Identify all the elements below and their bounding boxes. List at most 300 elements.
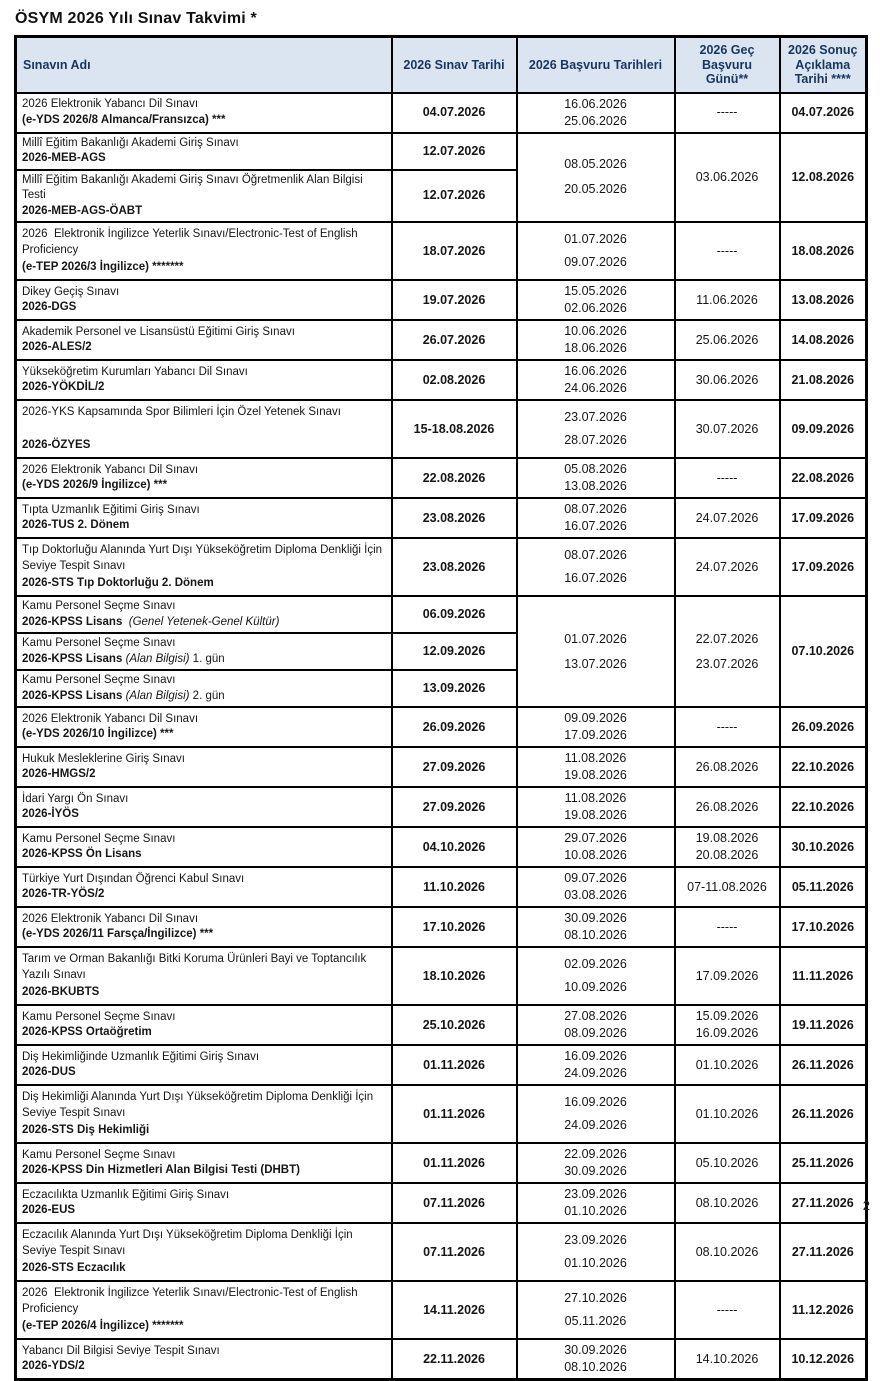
application-dates-cell-line: 16.06.2026 [564,364,627,378]
exam-name-cell [16,1045,392,1085]
application-dates-cell-line: 22.09.2026 [564,1147,627,1161]
exam-date-cell [392,633,517,670]
exam-name-line [22,576,386,592]
application-dates-cell-line: 11.08.2026 [564,751,627,765]
application-dates-cell-line: 27.08.2026 [564,1009,627,1023]
exam-name-cell [16,596,392,633]
late-application-cell-line: 20.08.2026 [695,848,759,862]
exam-name-line [22,673,386,689]
application-dates-cell-line: 09.09.2026 [564,711,627,725]
exam-name-text: Yükseköğretim Kurumları Yabancı Dil Sınavı [22,365,248,378]
late-application-cell [675,133,780,223]
exam-date-cell-line: 04.10.2026 [422,839,486,854]
exam-name-cell [16,827,392,867]
result-date-cell-line: 17.10.2026 [791,919,855,934]
late-application-cell-line: 01.10.2026 [695,1106,759,1121]
exam-date-cell [392,133,517,170]
exam-date-cell [392,907,517,947]
result-date-cell-line: 19.11.2026 [791,1017,854,1032]
result-date-cell-line: 30.10.2026 [791,839,855,854]
exam-name-line [22,478,386,494]
exam-date-cell [392,1281,517,1339]
exam-name-line [22,300,386,316]
table-row [16,1183,867,1223]
exam-name-cell [16,458,392,498]
exam-name-text: 2026-ÖZYES [22,438,91,451]
table-row [16,1339,867,1380]
exam-date-cell-line: 01.11.2026 [423,1155,485,1170]
exam-name-text: 2026-MEB-AGS [22,152,106,164]
application-dates-cell-line: 20.05.2026 [564,182,627,197]
exam-name-text: 2026 Elektronik İngilizce Yeterlik Sınavı/Electronic-Test of English Proficiency [22,228,361,256]
exam-date-cell [392,670,517,707]
table-row [16,280,867,320]
exam-name-line [22,1123,386,1139]
exam-date-cell-line: 01.11.2026 [423,1106,485,1121]
exam-name-line [22,1148,386,1164]
exam-name-text: 2026 Elektronik Yabancı Dil Sınavı [22,463,199,476]
result-date-cell [780,458,867,498]
late-application-cell-line: 30.07.2026 [695,421,759,436]
exam-name-text: (e-TEP 2026/3 İngilizce) ******* [22,260,184,273]
table-row [16,747,867,787]
application-dates-cell-line: 18.06.2026 [564,341,627,355]
late-application-cell-line: 05.10.2026 [695,1155,759,1170]
exam-date-cell [392,1223,517,1281]
exam-name-line [22,1319,386,1335]
exam-date-cell [392,1085,517,1143]
late-application-cell-line: 14.10.2026 [695,1351,759,1366]
application-dates-cell-line: 19.08.2026 [564,808,627,822]
late-application-cell [675,747,780,787]
application-dates-cell [517,867,675,907]
application-dates-cell [517,1143,675,1183]
application-dates-cell-line: 27.10.2026 [564,1291,627,1305]
result-date-cell-line: 17.09.2026 [791,510,855,525]
exam-name-line [22,365,386,381]
exam-name-text: 2026-DGS [22,301,77,313]
result-date-cell [780,1005,867,1045]
application-dates-cell [517,1045,675,1085]
exam-name-line [22,767,386,783]
application-dates-cell [517,1339,675,1380]
application-dates-cell-line: 03.08.2026 [564,888,627,902]
exam-name-line [22,463,386,479]
application-dates-cell [517,1223,675,1281]
result-date-cell [780,867,867,907]
column-header-application-dates: 2026 Başvuru Tarihleri [517,37,675,93]
table-row [16,907,867,947]
application-dates-cell [517,596,675,707]
exam-date-cell-line: 27.09.2026 [422,799,486,814]
application-dates-cell-line: 08.10.2026 [564,1360,627,1374]
result-date-cell-line: 22.10.2026 [791,799,855,814]
exam-date-cell [392,320,517,360]
exam-name-cell [16,1005,392,1045]
exam-name-text: Millî Eğitim Bakanlığı Akademi Giriş Sınavı [22,136,239,149]
late-application-cell-line: 24.07.2026 [695,559,759,574]
exam-date-cell [392,360,517,400]
late-application-cell [675,827,780,867]
exam-date-cell-line: 07.11.2026 [423,1244,485,1259]
application-dates-cell-line: 11.08.2026 [564,791,627,805]
application-dates-cell [517,360,675,400]
exam-name-line [22,927,386,943]
exam-date-cell-line: 19.07.2026 [422,292,486,307]
exam-date-cell [392,1045,517,1085]
exam-name-text: 2026-EUS [22,1204,76,1216]
exam-name-text: Kamu Personel Seçme Sınavı [22,600,176,612]
application-dates-cell-line: 16.06.2026 [564,96,627,111]
exam-name-line [22,807,386,823]
exam-date-cell [392,596,517,633]
table-row [16,596,867,633]
exam-name-text: (e-YDS 2026/8 Almanca/Fransızca) *** [22,113,226,126]
application-dates-cell [517,947,675,1005]
exam-name-text: 2026 Elektronik Yabancı Dil Sınavı [22,912,199,925]
exam-name-text: Kamu Personel Seçme Sınavı [22,832,176,845]
late-application-cell [675,400,780,458]
exam-name-cell [16,222,392,280]
exam-name-line [22,518,386,534]
exam-name-cell [16,1223,392,1281]
exam-name-text: 2026-TUS 2. Dönem [22,519,130,531]
application-dates-cell-line: 09.07.2026 [564,255,627,269]
result-date-cell-line: 26.11.2026 [791,1106,854,1121]
result-date-cell [780,538,867,596]
result-date-cell-line: 10.12.2026 [791,1351,855,1366]
exam-date-cell-line: 26.09.2026 [422,719,486,734]
exam-name-text: 2. gün [189,689,225,702]
result-date-cell [780,707,867,747]
table-row [16,222,867,280]
exam-name-line [22,1065,386,1081]
exam-name-text: 2026 Elektronik İngilizce Yeterlik Sınavı/Electronic-Test of English Proficiency [22,1287,361,1315]
late-application-cell-line: ----- [716,919,738,934]
exam-date-cell [392,787,517,827]
result-date-cell [780,787,867,827]
application-dates-cell-line: 17.09.2026 [564,728,627,742]
result-date-cell [780,596,867,707]
exam-date-cell-line: 23.08.2026 [422,510,486,525]
result-date-cell-line: 05.11.2026 [791,879,854,894]
exam-name-text: Dikey Geçiş Sınavı [22,285,120,298]
application-dates-cell [517,93,675,133]
late-application-cell-line: 07-11.08.2026 [687,879,767,894]
late-application-cell-line: ----- [716,243,738,258]
late-application-cell [675,1143,780,1183]
late-application-cell [675,947,780,1005]
application-dates-cell [517,538,675,596]
header-row [16,37,867,93]
exam-name-line [22,97,386,113]
late-application-cell-line: 25.06.2026 [695,332,759,347]
exam-name-cell [16,1339,392,1380]
late-application-cell [675,1085,780,1143]
application-dates-cell-line: 10.06.2026 [564,324,627,338]
exam-name-cell [16,170,392,223]
application-dates-cell-line: 08.07.2026 [564,548,627,562]
exam-name-text: (Alan Bilgisi) [125,689,190,702]
table-row [16,1005,867,1045]
exam-name-line [22,227,386,258]
exam-name-text: Tarım ve Orman Bakanlığı Bitki Koruma Ürünleri Bayi ve Toptancılık Yazılı Sınavı [22,953,370,981]
exam-name-line [22,151,386,167]
exam-name-text: Diş Hekimliği Alanında Yurt Dışı Yükseköğretim Diploma Denkliği İçin Seviye Tespit Sınavı [22,1091,377,1119]
late-application-cell [675,1281,780,1339]
result-date-cell [780,400,867,458]
exam-name-text: 2026-MEB-AGS-ÖABT [22,204,143,217]
application-dates-cell-line: 08.05.2026 [564,157,627,172]
exam-name-text: İdari Yargı Ön Sınavı [22,792,129,805]
exam-date-cell [392,498,517,538]
exam-name-line [22,260,386,276]
exam-name-cell [16,498,392,538]
application-dates-cell-line: 02.06.2026 [564,301,627,315]
exam-date-cell [392,400,517,458]
late-application-cell [675,1045,780,1085]
result-date-cell [780,1183,867,1223]
exam-date-cell-line: 02.08.2026 [422,372,486,387]
late-application-cell-line: 30.06.2026 [695,372,759,387]
exam-name-line [22,204,386,220]
result-date-cell [780,360,867,400]
exam-name-text: 2026-HMGS/2 [22,768,96,780]
exam-date-cell-line: 18.07.2026 [422,243,486,258]
late-application-cell-line: ----- [716,470,738,485]
exam-name-line [22,1203,386,1219]
exam-name-text: 2026-YÖKDİL/2 [22,381,105,393]
exam-name-line [22,340,386,356]
exam-name-line [22,615,386,631]
late-application-cell-line: 03.06.2026 [695,169,759,184]
exam-date-cell-line: 12.07.2026 [422,143,486,158]
application-dates-cell [517,1183,675,1223]
result-date-cell [780,1143,867,1183]
exam-name-cell [16,947,392,1005]
result-date-cell-line: 22.10.2026 [791,759,855,774]
application-dates-cell-line: 16.09.2026 [564,1049,627,1063]
table-header-row [16,37,867,93]
late-application-cell [675,498,780,538]
result-date-cell [780,947,867,1005]
application-dates-cell-line: 30.09.2026 [564,1164,627,1178]
exam-name-line [22,173,386,204]
result-date-cell-line: 13.08.2026 [791,292,855,307]
exam-name-text: Kamu Personel Seçme Sınavı [22,1010,176,1023]
exam-name-cell [16,747,392,787]
exam-name-text: 2026-TR-YÖS/2 [22,888,105,900]
application-dates-cell-line: 08.09.2026 [564,1026,627,1040]
exam-name-line [22,503,386,519]
exam-name-line [22,405,386,421]
exam-name-text: 2026-KPSS Lisans [22,689,126,702]
application-dates-cell-line: 16.07.2026 [564,571,627,585]
exam-date-cell-line: 12.09.2026 [422,644,486,658]
late-application-cell [675,1005,780,1045]
exam-name-line [22,1025,386,1041]
exam-date-cell [392,1143,517,1183]
result-date-cell-line: 18.08.2026 [791,243,855,258]
application-dates-cell-line: 23.09.2026 [564,1187,627,1201]
exam-name-line [22,689,386,705]
exam-name-text: (e-TEP 2026/4 İngilizce) ******* [22,1319,184,1332]
late-application-cell-line: 08.10.2026 [695,1195,759,1210]
application-dates-cell-line: 30.09.2026 [564,1343,627,1357]
exam-name-line [22,1359,386,1375]
result-date-cell [780,907,867,947]
late-application-cell [675,1223,780,1281]
late-application-cell-line: 08.10.2026 [695,1244,759,1259]
result-date-cell [780,133,867,223]
application-dates-cell-line: 24.06.2026 [564,381,627,395]
late-application-cell-line: 15.09.2026 [695,1009,759,1023]
application-dates-cell-line: 01.10.2026 [564,1256,627,1270]
application-dates-cell-line: 05.11.2026 [564,1314,627,1328]
application-dates-cell-line: 30.09.2026 [564,911,627,925]
column-header-exam-name: Sınavın Adı [16,37,392,93]
exam-name-text: 2026-YKS Kapsamında Spor Bilimleri İçin Özel Yetenek Sınavı [22,406,341,418]
exam-date-cell [392,827,517,867]
exam-name-text: Türkiye Yurt Dışından Öğrenci Kabul Sınavı [22,872,245,885]
application-dates-cell-line: 01.10.2026 [564,1204,627,1218]
exam-date-cell-line: 27.09.2026 [422,759,486,774]
result-date-cell [780,280,867,320]
late-application-cell [675,1183,780,1223]
result-date-cell-line: 22.08.2026 [791,470,855,485]
exam-name-cell [16,787,392,827]
result-date-cell [780,1223,867,1281]
exam-name-text: 2026-STS Eczacılık [22,1261,126,1274]
exam-name-text: Tıp Doktorluğu Alanında Yurt Dışı Yükseköğretim Diploma Denkliği İçin Seviye Tespit Sınavı [22,544,386,572]
exam-name-line [22,872,386,888]
result-date-cell-line: 25.11.2026 [791,1155,854,1170]
exam-name-text: 2026-KPSS Ön Lisans [22,848,142,860]
exam-name-line [22,285,386,301]
exam-date-cell-line: 26.07.2026 [422,332,486,347]
exam-name-line [22,113,386,129]
exam-name-cell [16,867,392,907]
exam-name-text: 2026-STS Diş Hekimliği [22,1123,150,1136]
exam-date-cell-line: 22.08.2026 [422,470,486,485]
table-row [16,320,867,360]
application-dates-cell-line: 15.05.2026 [564,284,627,298]
exam-name-line [22,912,386,928]
exam-name-line [22,1163,386,1179]
exam-date-cell [392,1005,517,1045]
result-date-cell-line: 21.08.2026 [791,372,855,387]
exam-name-line [22,1050,386,1066]
exam-date-cell [392,538,517,596]
application-dates-cell [517,1281,675,1339]
late-application-cell-line: 24.07.2026 [695,510,759,525]
column-header-exam-date: 2026 Sınav Tarihi [392,37,517,93]
application-dates-cell [517,787,675,827]
late-application-cell [675,907,780,947]
table-body [16,93,867,1380]
application-dates-cell-line: 13.07.2026 [564,656,627,671]
application-dates-cell [517,498,675,538]
application-dates-cell-line: 13.08.2026 [564,479,627,493]
exam-name-text: Yabancı Dil Bilgisi Seviye Tespit Sınavı [22,1344,220,1357]
table-row [16,787,867,827]
table-row [16,707,867,747]
application-dates-cell [517,458,675,498]
exam-date-cell [392,458,517,498]
result-date-cell [780,1045,867,1085]
application-dates-cell [517,747,675,787]
exam-name-line [22,727,386,743]
exam-name-cell [16,400,392,458]
exam-name-cell [16,1085,392,1143]
application-dates-cell-line: 10.09.2026 [564,980,627,994]
application-dates-cell-line: 08.07.2026 [564,502,627,516]
exam-name-text: (e-YDS 2026/9 İngilizce) *** [22,479,168,491]
application-dates-cell-line: 08.10.2026 [564,928,627,942]
exam-name-line [22,985,386,1001]
application-dates-cell-line: 05.08.2026 [564,462,627,476]
table-row [16,93,867,133]
exam-date-cell-line: 15-18.08.2026 [413,421,495,436]
exam-name-text: Diş Hekimliğinde Uzmanlık Eğitimi Giriş Sınavı [22,1050,260,1063]
exam-date-cell-line: 17.10.2026 [422,919,486,934]
late-application-cell-line: 11.06.2026 [696,292,758,307]
late-application-cell-line: 01.10.2026 [695,1057,759,1072]
exam-date-cell-line: 04.07.2026 [422,105,486,119]
late-application-cell [675,320,780,360]
exam-name-line [22,1261,386,1277]
late-application-cell-line: 19.08.2026 [695,831,759,845]
late-application-cell-line: ----- [716,105,738,119]
application-dates-cell-line: 23.07.2026 [564,410,627,424]
exam-name-text: Tıpta Uzmanlık Eğitimi Giriş Sınavı [22,503,200,516]
result-date-cell [780,320,867,360]
table-row [16,867,867,907]
exam-name-text: (Alan Bilgisi) [125,652,190,665]
application-dates-cell [517,707,675,747]
late-application-cell [675,458,780,498]
exam-name-line [22,1010,386,1026]
exam-name-line [22,887,386,903]
exam-date-cell-line: 01.11.2026 [423,1057,485,1072]
table-row [16,1085,867,1143]
exam-name-cell [16,538,392,596]
exam-name-text: 2026 Elektronik Yabancı Dil Sınavı [22,98,199,110]
exam-name-line [22,1286,386,1317]
application-dates-cell-line: 25.06.2026 [564,113,627,128]
exam-date-cell [392,170,517,223]
exam-name-text: Eczacılık Alanında Yurt Dışı Yükseköğretim Diploma Denkliği İçin Seviye Tespit Sınavı [22,1229,356,1257]
late-application-cell [675,867,780,907]
late-application-cell [675,787,780,827]
result-date-cell [780,222,867,280]
application-dates-cell-line: 29.07.2026 [564,831,627,845]
late-application-cell-line: 22.07.2026 [695,631,759,646]
application-dates-cell-line: 16.09.2026 [564,1095,627,1109]
application-dates-cell [517,1005,675,1045]
table-row [16,400,867,458]
exam-name-line [22,652,386,668]
late-application-cell [675,538,780,596]
exam-name-text: 2026-KPSS Lisans [22,615,126,628]
exam-name-text: 2026-İYÖS [22,808,79,820]
result-date-cell-line: 27.11.2026 [791,1244,854,1259]
result-date-cell-line: 04.07.2026 [791,105,855,119]
late-application-cell [675,707,780,747]
exam-name-text: Millî Eğitim Bakanlığı Akademi Giriş Sınavı Öğretmenlik Alan Bilgisi Testi [22,173,366,201]
result-date-cell [780,1281,867,1339]
table-row [16,133,867,170]
